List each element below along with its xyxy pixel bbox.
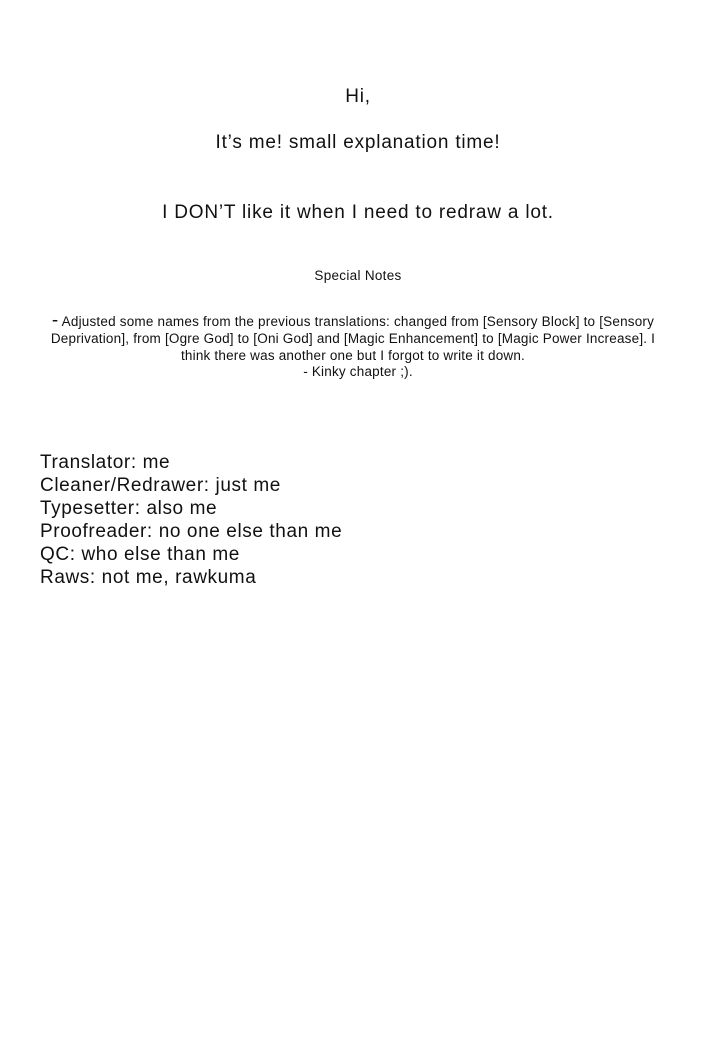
special-notes-body — [42, 312, 664, 364]
special-notes-heading: Special Notes — [314, 268, 402, 283]
note-text: Adjusted some names from the previous translations: changed from [Sensory Block] to [Sensory Deprivation], from [Ogre God] to [Oni God] and [Magic Enhancement] to [Magic Power Increase]. I think there was another one but I forgot to write it down. — [50, 314, 656, 363]
credit-proofreader: Proofreader: no one else than me — [40, 521, 343, 542]
credit-qc: QC: who else than me — [40, 544, 240, 565]
greeting-text: Hi, — [345, 86, 371, 107]
note-dash: - — [51, 310, 59, 331]
complaint-text: I DON’T like it when I need to redraw a lot. — [162, 202, 554, 223]
credit-cleaner-redrawer: Cleaner/Redrawer: just me — [40, 475, 281, 496]
credit-typesetter: Typesetter: also me — [40, 498, 218, 519]
intro-text: It’s me! small explanation time! — [215, 132, 501, 153]
credit-raws: Raws: not me, rawkuma — [40, 567, 257, 588]
credit-translator: Translator: me — [40, 452, 171, 473]
credits-list — [40, 451, 342, 589]
special-notes-signoff: - Kinky chapter ;). — [303, 364, 413, 379]
